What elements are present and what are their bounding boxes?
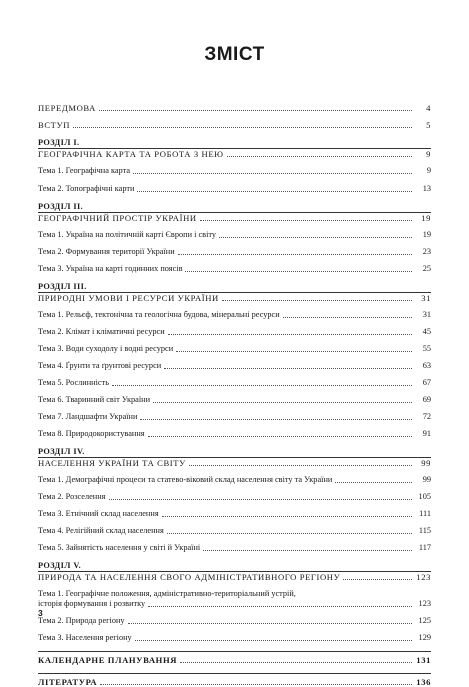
dot-leader xyxy=(200,220,412,221)
dot-leader xyxy=(100,684,412,685)
toc-entry-page: 13 xyxy=(422,184,431,193)
toc-entry-page: 123 xyxy=(418,599,431,608)
section-label: РОЗДІЛ V. xyxy=(38,561,82,570)
section-title-entry[interactable] xyxy=(38,293,431,303)
toc-entry-page: 19 xyxy=(421,213,431,223)
dot-leader xyxy=(128,623,412,624)
toc-entry-label: ЛІТЕРАТУРА xyxy=(38,677,98,687)
dot-leader xyxy=(137,191,412,192)
toc-topic-label: Тема 4. Ґрунти та ґрунтові ресурси xyxy=(38,361,162,370)
toc-topic-entry[interactable] xyxy=(38,230,431,240)
toc-entry-label: ВСТУП xyxy=(38,120,71,130)
toc-entry-page: 69 xyxy=(422,395,431,404)
toc-topic-entry[interactable] xyxy=(38,310,431,320)
dot-leader xyxy=(178,254,412,255)
toc-entry-page: 67 xyxy=(422,378,431,387)
toc-topic-entry[interactable] xyxy=(38,633,431,643)
section-title-entry[interactable] xyxy=(38,149,431,159)
toc-topic-label: Тема 6. Тваринний світ України xyxy=(38,395,151,404)
toc-entry-page: 55 xyxy=(422,344,431,353)
toc-topic-entry[interactable] xyxy=(38,475,431,485)
toc-topic-label: Тема 1. Рельєф, тектонічна та геологічна будова, мінеральні ресурси xyxy=(38,310,280,319)
toc-topic-entry[interactable] xyxy=(38,509,431,519)
toc-entry-page: 63 xyxy=(422,361,431,370)
toc-topic-entry[interactable] xyxy=(38,247,431,257)
toc-topic-entry[interactable] xyxy=(38,429,431,439)
dot-leader xyxy=(135,640,412,641)
toc-entry-page: 123 xyxy=(416,572,431,582)
dot-leader xyxy=(185,271,412,272)
section-label: РОЗДІЛ І. xyxy=(38,138,80,147)
section-title: ГЕОГРАФІЧНИЙ ПРОСТІР УКРАЇНИ xyxy=(38,213,197,223)
toc-entry-page: 136 xyxy=(416,677,431,687)
toc-entry-page: 99 xyxy=(421,458,431,468)
toc-entry-page: 111 xyxy=(419,509,431,518)
dot-leader xyxy=(167,533,412,534)
toc-topic-label: Тема 1. Географічна карта xyxy=(38,166,130,175)
toc-topic-label: Тема 2. Топографічні карти xyxy=(38,184,135,193)
dot-leader xyxy=(140,419,412,420)
toc-topic-entry[interactable] xyxy=(38,543,431,553)
dot-leader xyxy=(180,662,412,663)
dot-leader xyxy=(189,465,412,466)
toc-topic-entry[interactable] xyxy=(38,412,431,422)
dot-leader xyxy=(222,300,412,301)
table-of-contents xyxy=(38,103,431,687)
section-title: ПРИРОДА ТА НАСЕЛЕННЯ СВОГО АДМІНІСТРАТИВНОГО РЕГІОНУ xyxy=(38,572,341,582)
toc-topic-entry[interactable] xyxy=(38,526,431,536)
toc-topic-label: Тема 7. Ландшафти України xyxy=(38,412,138,421)
page-title: ЗМІСТ xyxy=(204,44,265,65)
toc-entry-page: 31 xyxy=(421,293,431,303)
dot-leader xyxy=(109,499,412,500)
section-title-entry[interactable] xyxy=(38,213,431,223)
toc-topic-label: Тема 2. Розселення xyxy=(38,492,106,501)
toc-entry-literature[interactable] xyxy=(38,677,431,687)
toc-entry-page: 131 xyxy=(416,655,431,665)
section-rule xyxy=(38,651,431,652)
dot-leader xyxy=(164,368,412,369)
dot-leader xyxy=(343,579,412,580)
toc-entry-page: 115 xyxy=(418,526,431,535)
toc-topic-entry[interactable] xyxy=(38,378,431,388)
toc-topic-label: Тема 5. Рослинність xyxy=(38,378,109,387)
toc-topic-entry[interactable] xyxy=(38,184,431,194)
section-label: РОЗДІЛ ІІ. xyxy=(38,202,84,211)
dot-leader xyxy=(153,402,412,403)
toc-topic-label: Тема 3. Етнічний склад населення xyxy=(38,509,159,518)
toc-entry-page: 5 xyxy=(426,120,431,130)
toc-topic-entry[interactable] xyxy=(38,264,431,274)
dot-leader xyxy=(112,385,412,386)
toc-entry-label: КАЛЕНДАРНЕ ПЛАНУВАННЯ xyxy=(38,655,178,665)
toc-topic-entry[interactable] xyxy=(38,616,431,626)
toc-topic-label: Тема 2. Клімат і кліматичні ресурси xyxy=(38,327,165,336)
toc-entry-page: 129 xyxy=(418,633,431,642)
toc-entry-page: 19 xyxy=(422,230,431,239)
dot-leader xyxy=(162,516,412,517)
section-rule xyxy=(38,673,431,674)
toc-topic-label: Тема 3. Україна на карті годинних поясів xyxy=(38,264,183,273)
toc-entry-page: 9 xyxy=(426,166,431,175)
page-number: 3 xyxy=(38,608,43,618)
toc-entry-page: 9 xyxy=(426,149,431,159)
dot-leader xyxy=(227,156,412,157)
section-title: ГЕОГРАФІЧНА КАРТА ТА РОБОТА З НЕЮ xyxy=(38,149,224,159)
toc-topic-label: Тема 4. Релігійний склад населення xyxy=(38,526,164,535)
toc-topic-entry[interactable] xyxy=(38,344,431,354)
toc-entry-page: 25 xyxy=(422,264,431,273)
toc-topic-label: Тема 3. Населення регіону xyxy=(38,633,132,642)
toc-entry-page: 91 xyxy=(422,429,431,438)
toc-entry-page: 117 xyxy=(418,543,431,552)
dot-leader xyxy=(335,482,412,483)
section-label: РОЗДІЛ IV. xyxy=(38,447,85,456)
toc-topic-entry[interactable] xyxy=(38,395,431,405)
dot-leader xyxy=(148,606,412,607)
toc-entry-page: 125 xyxy=(418,616,431,625)
dot-leader xyxy=(99,110,412,111)
toc-topic-label: Тема 2. Природа регіону xyxy=(38,616,125,625)
toc-topic-label: Тема 3. Води суходолу і водні ресурси xyxy=(38,344,174,353)
toc-entry-introduction[interactable] xyxy=(38,120,431,130)
toc-entry-page: 45 xyxy=(422,327,431,336)
toc-entry-page: 99 xyxy=(422,475,431,484)
toc-topic-entry[interactable] xyxy=(38,166,431,176)
toc-topic-label: Тема 1. Географічне положення, адміністративно-територіальний устрій, xyxy=(38,589,296,598)
dot-leader xyxy=(176,351,412,352)
toc-entry-label: ПЕРЕДМОВА xyxy=(38,103,96,113)
toc-topic-label: Тема 1. Демографічні процеси та статево-віковий склад населення світу та України xyxy=(38,475,333,484)
toc-topic-label: Тема 5. Зайнятість населення у світі й Україні xyxy=(38,543,201,552)
toc-topic-label: Тема 1. Україна на політичній карті Європи і світу xyxy=(38,230,217,239)
section-title-entry[interactable] xyxy=(38,572,431,582)
dot-leader xyxy=(219,237,412,238)
dot-leader xyxy=(168,334,412,335)
toc-topic-entry[interactable] xyxy=(38,589,431,609)
section-title-entry[interactable] xyxy=(38,458,431,468)
dot-leader xyxy=(133,173,412,174)
dot-leader xyxy=(203,550,412,551)
toc-topic-entry[interactable] xyxy=(38,492,431,502)
toc-entry-page: 23 xyxy=(422,247,431,256)
toc-entry-foreword[interactable] xyxy=(38,103,431,113)
toc-entry-page: 105 xyxy=(418,492,431,501)
toc-topic-label: Тема 8. Природокористування xyxy=(38,429,145,438)
dot-leader xyxy=(73,127,412,128)
section-label: РОЗДІЛ ІІІ. xyxy=(38,282,87,291)
toc-entry-page: 72 xyxy=(422,412,431,421)
toc-topic-label: Тема 2. Формування території України xyxy=(38,247,175,256)
dot-leader xyxy=(283,317,412,318)
toc-topic-entry[interactable] xyxy=(38,361,431,371)
toc-entry-page: 31 xyxy=(422,310,431,319)
toc-entry-page: 4 xyxy=(426,103,431,113)
dot-leader xyxy=(148,436,412,437)
toc-topic-label-continued: історія формування і розвитку xyxy=(38,599,146,608)
section-title: НАСЕЛЕННЯ УКРАЇНИ ТА СВІТУ xyxy=(38,458,186,468)
toc-entry-calendar-planning[interactable] xyxy=(38,655,431,665)
toc-topic-entry[interactable] xyxy=(38,327,431,337)
section-title: ПРИРОДНІ УМОВИ І РЕСУРСИ УКРАЇНИ xyxy=(38,293,219,303)
